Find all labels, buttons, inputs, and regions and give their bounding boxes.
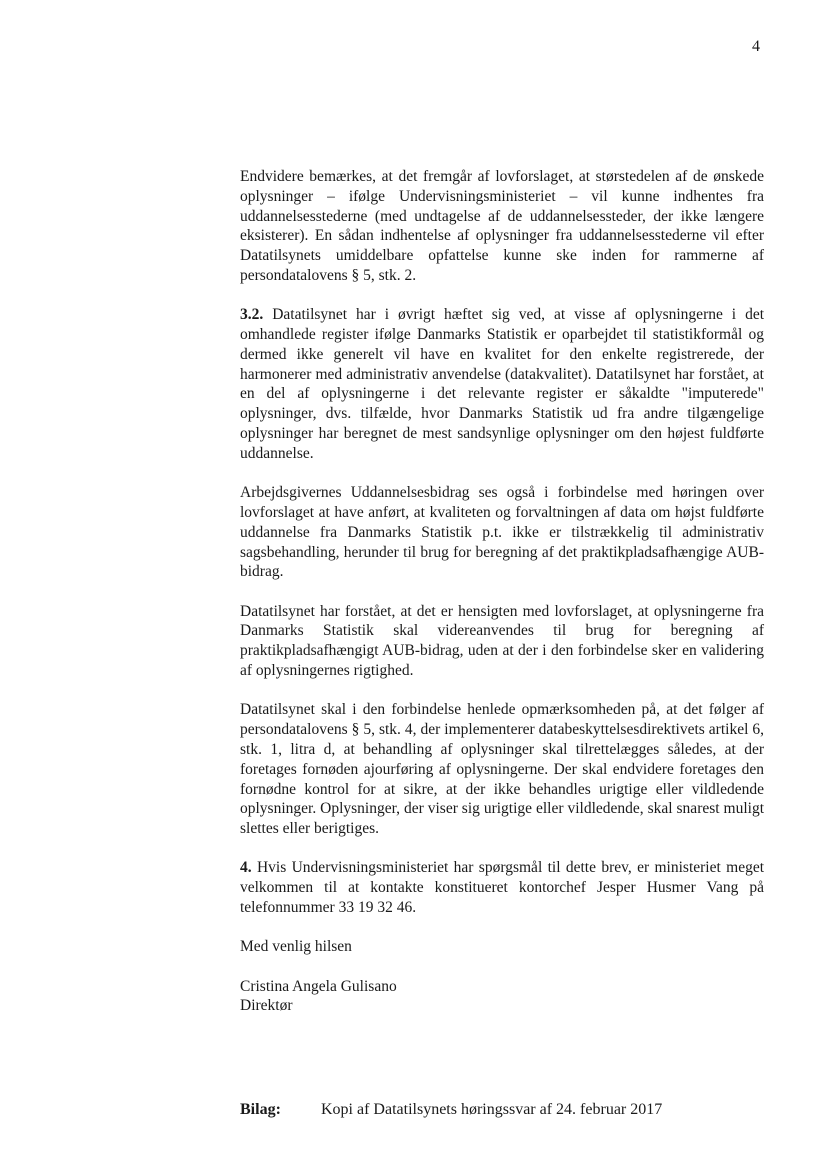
letter-body [240,167,764,1036]
paragraph-reuse [240,602,764,681]
section-number: 4. [240,859,252,877]
attachment-text: Kopi af Datatilsynets høringssvar af 24. februar 2017 [321,1101,663,1118]
paragraph-text: Datatilsynet har forstået, at det er hensigten med lovforslaget, at oplysningerne fra Danmarks Statistik skal videreanvendes til brug for beregning af praktikpladsafhængigt AUB-bidrag, uden at der i den forbindelse sker en validering af oplysningernes rigtighed. [240,602,764,680]
paragraph-text: Datatilsynet har i øvrigt hæftet sig ved, at visse af oplysningerne i det omhandlede register ifølge Danmarks Statistik er oparbejdet til statistikformål og dermed ikke generelt vil have en kvalitet for den enkelte registrerede, der harmonerer med administrativ anvendelse (datakvalitet). Datatilsynet har forstået, at en del af oplysningerne i det relevante register er såkaldte "imputerede" oplysninger, dvs. tilfælde, hvor Danmarks Statistik ud fra andre tilgængelige oplysninger har beregnet de mest sandsynlige oplysninger om den højest fuldførte uddannelse. [240,306,765,462]
paragraph-3-2 [240,305,764,463]
signer-name: Cristina Angela Gulisano [240,977,397,995]
section-number: 3.2. [240,306,264,324]
paragraph-aub [240,483,764,582]
attachment-line [240,1101,662,1119]
signature-block [240,977,764,1017]
paragraph-data-quality [240,700,764,839]
paragraph-observation [240,167,764,286]
paragraph-text: Hvis Undervisningsministeriet har spørgsmål til dette brev, er ministeriet meget velkommen til at kontakte konstitueret kontorchef Jesper Husmer Vang på telefonnummer 33 19 32 46. [240,859,765,916]
closing-greeting: Med venlig hilsen [240,938,352,956]
paragraph-text: Datatilsynet skal i den forbindelse henlede opmærksomheden på, at det følger af persondatalovens § 5, stk. 4, der implementerer databeskyttelsesdirektivets artikel 6, stk. 1, litra d, at behandling af oplysninger skal tilrettelægges således, at der foretages fornøden ajourføring af oplysningerne. Der skal endvidere foretages den fornødne kontrol for at sikre, at der ikke behandles urigtige eller vildledende oplysninger. Oplysninger, der viser sig urigtige eller vildledende, skal snarest muligt slettes eller berigtiges. [240,701,764,838]
paragraph-text: Endvidere bemærkes, at det fremgår af lovforslaget, at størstedelen af de ønskede oplysninger – ifølge Undervisningsministeriet – vil kunne indhentes fra uddannelsesstederne (med undtagelse af de uddannelsessteder, der ikke længere eksisterer). En sådan indhentelse af oplysninger fra uddannelsesstederne vil efter Datatilsynets umiddelbare opfattelse kunne ske inden for rammerne af persondatalovens § 5, stk. 2. [240,168,764,284]
paragraph-text: Arbejdsgivernes Uddannelsesbidrag ses også i forbindelse med høringen over lovforslaget at have anført, at kvaliteten og forvaltningen af data om højst fuldførte uddannelse fra Danmarks Statistik p.t. ikke er tilstrækkelig til administrativ sagsbehandling, herunder til brug for beregning af det praktikpladsafhængige AUB-bidrag. [240,484,764,581]
paragraph-4-contact [240,858,764,917]
page-number: 4 [752,38,760,55]
attachment-label: Bilag: [240,1101,281,1118]
signer-title: Direktør [240,997,293,1015]
